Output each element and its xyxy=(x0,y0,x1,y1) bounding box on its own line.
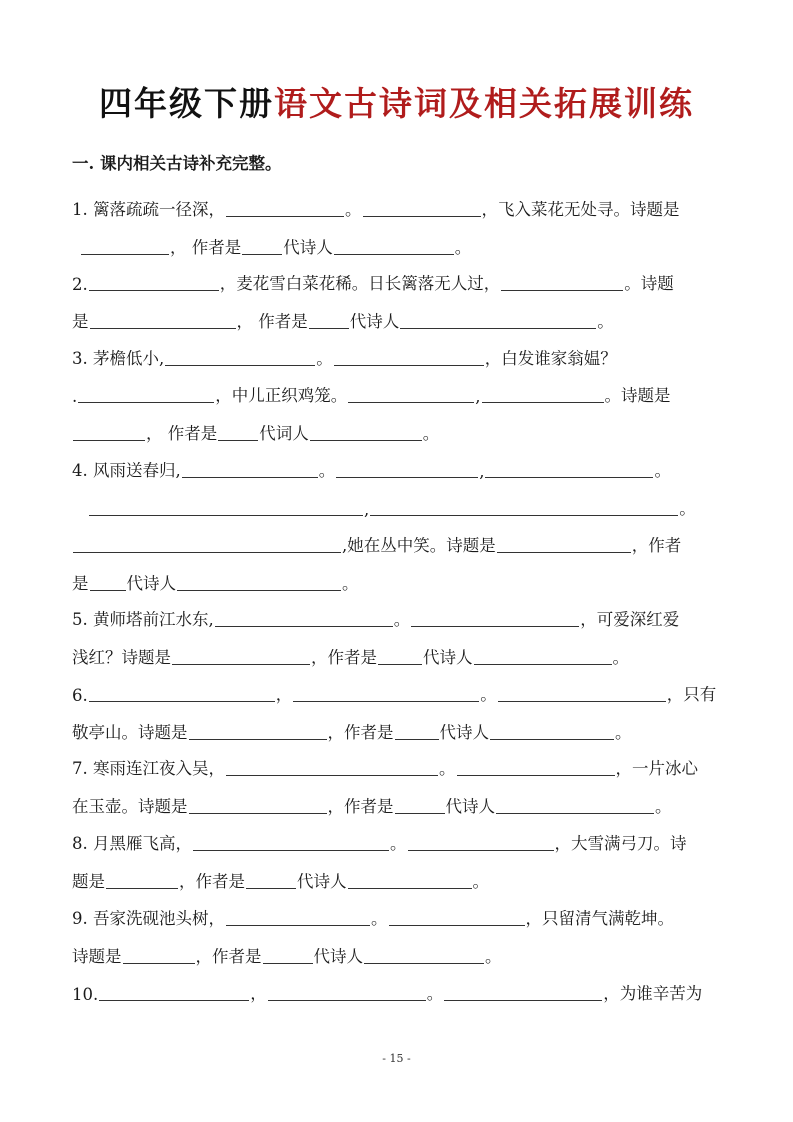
fill-in-blank[interactable] xyxy=(89,515,363,516)
fill-in-blank[interactable] xyxy=(310,440,422,441)
fill-in-blank[interactable] xyxy=(81,254,169,255)
line-text: 。 xyxy=(679,499,696,518)
fill-in-blank[interactable] xyxy=(334,254,454,255)
fill-in-blank[interactable] xyxy=(177,590,341,591)
page-title xyxy=(0,78,793,125)
line-text: 4. 风雨送春归, xyxy=(72,461,181,480)
line-text: 代诗人 xyxy=(297,872,347,891)
line-text: 在玉壶。诗题是 xyxy=(72,797,188,816)
line-text: 6. xyxy=(72,686,88,705)
fill-in-blank[interactable] xyxy=(226,925,370,926)
fill-in-blank[interactable] xyxy=(90,590,126,591)
line-text: ，可爱深红爱 xyxy=(580,610,680,629)
line-text: 7. 寒雨连江夜入吴， xyxy=(72,759,225,778)
exercise-line xyxy=(72,642,629,668)
fill-in-blank[interactable] xyxy=(189,813,327,814)
line-text: 题是 xyxy=(72,872,105,891)
line-text: 。 xyxy=(390,834,407,853)
line-text: . xyxy=(72,387,78,406)
line-text: 敬亭山。诗题是 xyxy=(72,723,188,742)
line-text: ，作者是 xyxy=(195,947,262,966)
fill-in-blank[interactable] xyxy=(364,963,484,964)
line-text: 。诗题是 xyxy=(604,386,671,405)
exercise-line xyxy=(72,679,716,705)
fill-in-blank[interactable] xyxy=(378,664,422,665)
fill-in-blank[interactable] xyxy=(411,626,579,627)
line-text: ，为谁辛苦为 xyxy=(603,984,703,1003)
fill-in-blank[interactable] xyxy=(400,328,596,329)
line-text: ，中儿正织鸡笼。 xyxy=(215,386,348,405)
line-text: 诗题是 xyxy=(72,947,122,966)
line-text: ，大雪满弓刀。诗 xyxy=(554,834,687,853)
fill-in-blank[interactable] xyxy=(334,365,484,366)
line-text: ，一片冰心 xyxy=(615,759,698,778)
fill-in-blank[interactable] xyxy=(293,701,479,702)
fill-in-blank[interactable] xyxy=(497,552,631,553)
line-text: ， 作者是 xyxy=(170,238,242,257)
exercise-line xyxy=(80,232,471,258)
fill-in-blank[interactable] xyxy=(165,365,315,366)
line-text: 。 xyxy=(439,759,456,778)
fill-in-blank[interactable] xyxy=(370,515,678,516)
line-text: 1. 篱落疏疏一径深， xyxy=(72,200,225,219)
title-subject: 语文古诗词及相关拓展训练 xyxy=(274,84,694,123)
line-text: ，作者是 xyxy=(327,797,394,816)
fill-in-blank[interactable] xyxy=(309,328,349,329)
fill-in-blank[interactable] xyxy=(193,850,389,851)
line-text: 3. 茅檐低小, xyxy=(72,349,165,368)
line-text: 。 xyxy=(597,312,614,331)
line-text: 。 xyxy=(485,947,502,966)
line-text: ，只留清气满乾坤。 xyxy=(525,909,674,928)
fill-in-blank[interactable] xyxy=(73,440,145,441)
line-text: 。诗题 xyxy=(624,274,674,293)
line-text: 。 xyxy=(454,238,472,257)
exercise-line xyxy=(72,306,614,332)
line-text: 10. xyxy=(72,985,99,1004)
exercise-line xyxy=(72,753,698,779)
fill-in-blank[interactable] xyxy=(99,1000,249,1001)
line-text: 是 xyxy=(72,574,89,593)
line-text: , xyxy=(475,387,481,406)
fill-in-blank[interactable] xyxy=(268,1000,426,1001)
line-text: 。 xyxy=(654,461,671,480)
line-text: 。 xyxy=(472,872,489,891)
exercise-line xyxy=(72,717,632,743)
exercise-line xyxy=(72,903,674,929)
exercise-line xyxy=(72,530,681,556)
fill-in-blank[interactable] xyxy=(363,216,481,217)
line-text: 2. xyxy=(72,275,88,294)
fill-in-blank[interactable] xyxy=(490,739,614,740)
fill-in-blank[interactable] xyxy=(218,440,258,441)
exercise-line xyxy=(72,194,680,220)
fill-in-blank[interactable] xyxy=(263,963,313,964)
line-text: 9. 吾家洗砚池头树， xyxy=(72,909,225,928)
line-text: 。 xyxy=(318,461,336,480)
line-text: 。 xyxy=(342,574,359,593)
fill-in-blank[interactable] xyxy=(89,290,219,291)
fill-in-blank[interactable] xyxy=(496,813,654,814)
exercise-line xyxy=(72,604,679,630)
fill-in-blank[interactable] xyxy=(474,664,612,665)
line-text: 代诗人 xyxy=(283,238,333,257)
line-text: 浅红？诗题是 xyxy=(72,648,171,667)
section-heading: 一. 课内相关古诗补充完整。 xyxy=(72,154,282,173)
fill-in-blank[interactable] xyxy=(348,402,474,403)
fill-in-blank[interactable] xyxy=(246,888,296,889)
title-grade: 四年级下册 xyxy=(99,84,274,123)
fill-in-blank[interactable] xyxy=(395,739,439,740)
line-text: ,她在丛中笑。诗题是 xyxy=(342,536,496,555)
line-text: ， xyxy=(275,685,293,704)
exercise-line xyxy=(72,828,687,854)
fill-in-blank[interactable] xyxy=(172,664,310,665)
line-text: ，麦花雪白菜花稀。日长篱落无人过， xyxy=(219,274,501,293)
line-text: 代诗人 xyxy=(313,947,363,966)
line-text: 。 xyxy=(612,648,629,667)
exercise-line xyxy=(88,493,696,519)
fill-in-blank[interactable] xyxy=(182,477,318,478)
line-text: , xyxy=(479,462,485,481)
exercise-line xyxy=(72,380,671,406)
fill-in-blank[interactable] xyxy=(485,477,653,478)
fill-in-blank[interactable] xyxy=(215,626,393,627)
line-text: 代诗人 xyxy=(126,574,176,593)
fill-in-blank[interactable] xyxy=(78,402,214,403)
fill-in-blank[interactable] xyxy=(408,850,554,851)
exercise-line xyxy=(72,343,617,369)
fill-in-blank[interactable] xyxy=(189,739,327,740)
exercise-line xyxy=(72,418,439,444)
line-text: 。 xyxy=(316,349,333,368)
exercise-line xyxy=(72,791,672,817)
fill-in-blank[interactable] xyxy=(336,477,478,478)
fill-in-blank[interactable] xyxy=(348,888,472,889)
line-text: 5. 黄师塔前江水东, xyxy=(72,610,214,629)
page-number: - 15 - xyxy=(382,1052,411,1065)
exercise-line xyxy=(72,455,671,481)
line-text: ，飞入菜花无处寻。诗题是 xyxy=(481,200,680,219)
line-text: 。 xyxy=(393,610,411,629)
line-text: 是 xyxy=(72,312,89,331)
exercise-line xyxy=(72,866,489,892)
line-text: , xyxy=(364,500,370,519)
line-text: 。 xyxy=(345,200,362,219)
line-text: 代诗人 xyxy=(445,797,495,816)
fill-in-blank[interactable] xyxy=(482,402,604,403)
fill-in-blank[interactable] xyxy=(106,888,178,889)
line-text: 。 xyxy=(426,984,444,1003)
fill-in-blank[interactable] xyxy=(395,813,445,814)
line-text: ， 作者是 xyxy=(146,424,218,443)
line-text: 。 xyxy=(422,424,440,443)
line-text: 代诗人 xyxy=(349,312,400,331)
line-text: ， 作者是 xyxy=(236,312,308,331)
fill-in-blank[interactable] xyxy=(226,216,344,217)
line-text: 。 xyxy=(480,685,497,704)
line-text: ，作者 xyxy=(631,536,682,555)
exercise-line xyxy=(72,268,674,294)
line-text: 代诗人 xyxy=(423,648,473,667)
exercise-line xyxy=(72,568,359,594)
fill-in-blank[interactable] xyxy=(501,290,623,291)
fill-in-blank[interactable] xyxy=(226,775,438,776)
fill-in-blank[interactable] xyxy=(89,701,275,702)
line-text: 代诗人 xyxy=(439,723,489,742)
fill-in-blank[interactable] xyxy=(444,1000,602,1001)
fill-in-blank[interactable] xyxy=(123,963,195,964)
fill-in-blank[interactable] xyxy=(242,254,282,255)
line-text: ，作者是 xyxy=(327,723,394,742)
fill-in-blank[interactable] xyxy=(73,552,341,553)
line-text: ，作者是 xyxy=(311,648,377,667)
line-text: 。 xyxy=(655,797,672,816)
fill-in-blank[interactable] xyxy=(389,925,525,926)
exercise-line xyxy=(72,941,502,967)
fill-in-blank[interactable] xyxy=(90,328,236,329)
line-text: ，只有 xyxy=(666,685,717,704)
exercise-line xyxy=(72,978,702,1004)
line-text: 。 xyxy=(371,909,388,928)
line-text: ， xyxy=(250,984,267,1003)
fill-in-blank[interactable] xyxy=(457,775,615,776)
line-text: ，作者是 xyxy=(179,872,245,891)
line-text: 8. 月黑雁飞高， xyxy=(72,834,192,853)
line-text: ，白发谁家翁媪？ xyxy=(484,349,617,368)
line-text: 。 xyxy=(615,723,632,742)
line-text: 代词人 xyxy=(259,424,309,443)
fill-in-blank[interactable] xyxy=(498,701,666,702)
